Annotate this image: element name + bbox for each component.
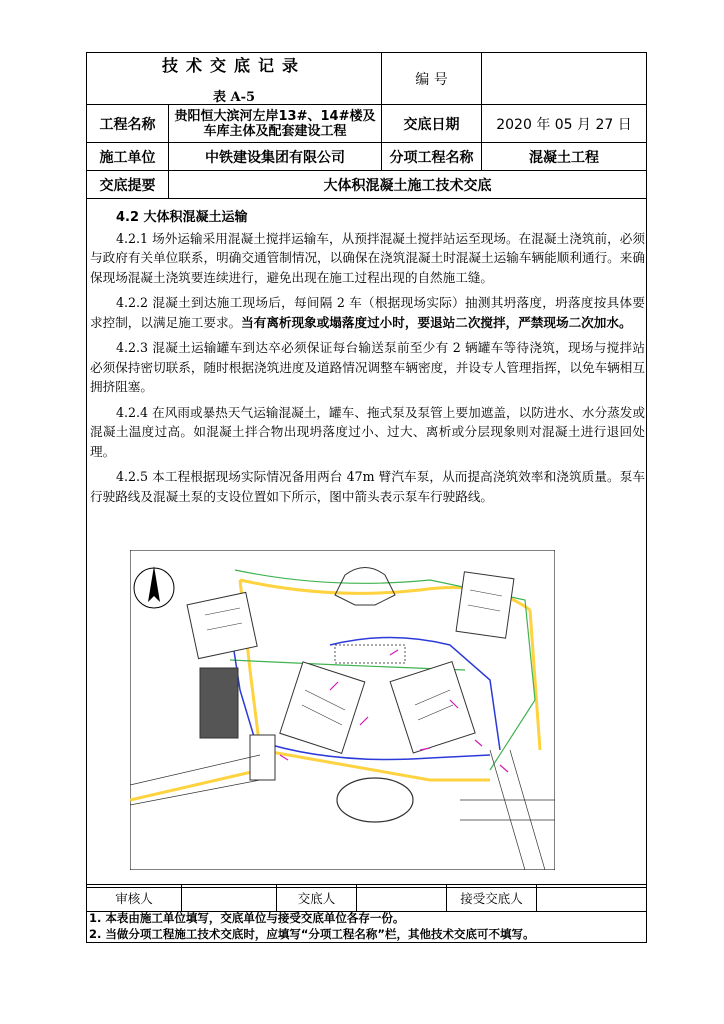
number-value: [482, 53, 646, 104]
project-name-label: 工程名称: [87, 105, 169, 142]
date-value: 2020 年 05 月 27 日: [496, 116, 632, 133]
subproject-value: 混凝土工程: [529, 149, 599, 166]
summary-value: 大体积混凝土施工技术交底: [323, 177, 492, 194]
paragraph-4-2-2: [90, 293, 645, 332]
title-row: [87, 53, 646, 105]
reviewer-signature[interactable]: [182, 885, 277, 911]
unit-row: [87, 143, 646, 171]
paragraph-4-2-3: 4.2.3 混凝土运输罐车到达卒必须保证每台输送泵前至少有 2 辆罐车等待浇筑，现场与搅拌站必须保持密切联系，随时根据浇筑进度及道路情况调整车辆密度，并设专人管理指挥，以免车辆相互拥挤阻塞。: [90, 340, 645, 394]
receiver-label: 接受交底人: [447, 885, 537, 911]
subproject-label: 分项工程名称: [382, 143, 482, 170]
paragraph-4-2-1: 4.2.1 场外运输采用混凝土搅拌运输车，从预拌混凝土搅拌站运至现场。在混凝土浇筑前，必须与政府有关单位联系，明确交通管制情况，以确保在浇筑混凝土时混凝土运输车辆能顺利通行。来确保现场混凝土浇筑要连续进行，避免出现在施工过程出现的自然施工缝。: [90, 230, 645, 285]
section-title: 4.2 大体积混凝土运输: [116, 210, 248, 225]
site-plan-drawing: [130, 550, 555, 870]
paragraph-4-2-5: 4.2.5 本工程根据现场实际情况备用两台 47m 臂汽车泵，从而提高浇筑效率和浇筑质量。泵车行驶路线及混凝土泵的支设位置如下所示，图中箭头表示泵车行驶路线。: [90, 469, 645, 504]
project-name-value: 贵阳恒大滨河左岸13#、14#楼及车库主体及配套建设工程: [169, 105, 382, 142]
discloser-signature[interactable]: [357, 885, 447, 911]
unit-label: 施工单位: [87, 143, 169, 170]
form-notes: [86, 910, 647, 943]
paragraph-4-2-2-text: 4.2.2 混凝土到达施工现场后，每间隔 2 车（根据现场实际）抽测其坍落度，坍落度按具体要求控制，以满足施工要求。: [90, 295, 645, 330]
summary-label: 交底提要: [87, 171, 169, 198]
paragraph-4-2-4: 4.2.4 在风雨或暴热天气运输混凝土，罐车、拖式泵及泵管上要加遮盖，以防进水、水分蒸发或混凝土温度过高。如混凝土拌合物出现坍落度过小、过大、离析或分层现象则对混凝土进行退回处理。: [90, 404, 645, 459]
unit-value: 中铁建设集团有限公司: [169, 143, 382, 170]
form-title: 技术交底记录: [161, 55, 306, 75]
title-cell: [87, 53, 382, 104]
discloser-label: 交底人: [277, 885, 357, 911]
note-1: 1. 本表由施工单位填写，交底单位与接受交底单位各存一份。: [89, 911, 405, 925]
project-row: [87, 105, 646, 143]
form-number: 表 A-5: [212, 89, 256, 105]
signature-row: [86, 884, 647, 912]
disclosure-body: [90, 208, 645, 512]
paragraph-4-2-2-emphasis: 当有离析现象或塌落度过小时，要退站二次搅拌，严禁现场二次加水。: [241, 314, 632, 330]
summary-row: [87, 171, 646, 199]
note-2: 2. 当做分项工程施工技术交底时，应填写“分项工程名称”栏，其他技术交底可不填写。: [89, 927, 535, 941]
number-label: 编 号: [382, 53, 482, 104]
reviewer-label: 审核人: [87, 885, 182, 911]
receiver-signature[interactable]: [537, 885, 646, 911]
date-label: 交底日期: [382, 105, 482, 142]
